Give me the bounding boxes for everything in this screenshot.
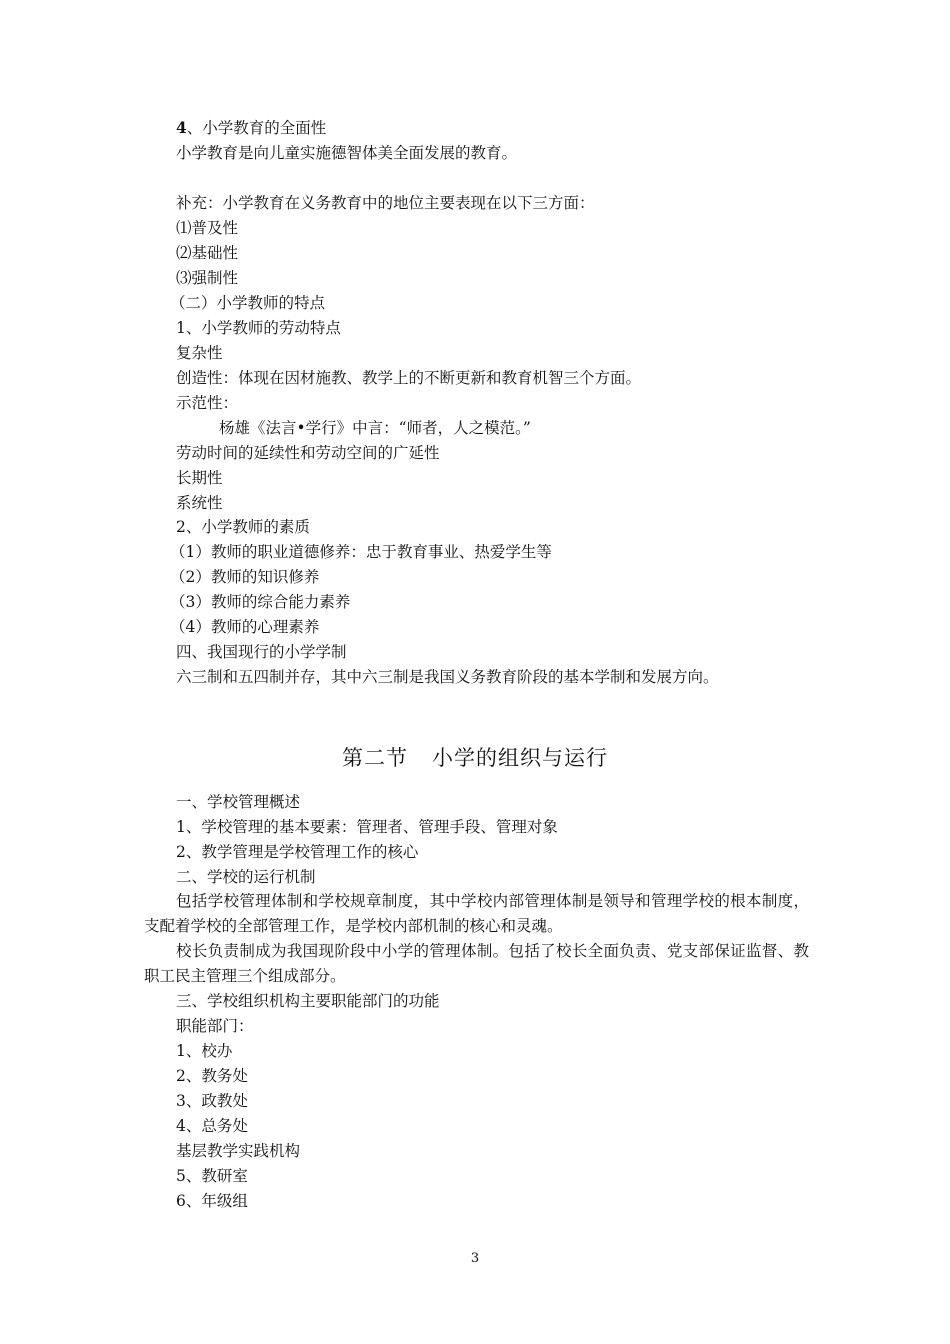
heading-school-system: 四、我国现行的小学学制 <box>176 643 347 661</box>
list-item: ⑴普及性 <box>176 219 239 237</box>
list-item: （1）教师的职业道德修养：忠于教育事业、热爱学生等 <box>170 543 552 561</box>
list-item: ⑵基础性 <box>176 244 239 262</box>
text-line: 1、学校管理的基本要素：管理者、管理手段、管理对象 <box>176 818 558 836</box>
text-line: 长期性 <box>176 469 223 487</box>
heading-teacher-quality: 2、小学教师的素质 <box>176 518 310 536</box>
list-item: （3）教师的综合能力素养 <box>170 593 351 611</box>
text-line: 六三制和五四制并存，其中六三制是我国义务教育阶段的基本学制和发展方向。 <box>176 668 719 686</box>
list-item: 1、校办 <box>176 1042 233 1060</box>
text-line: 2、教学管理是学校管理工作的核心 <box>176 843 419 861</box>
list-item: （4）教师的心理素养 <box>170 618 320 636</box>
section-number: 第二节 <box>342 746 408 770</box>
heading-operation-mechanism: 二、学校的运行机制 <box>176 868 316 886</box>
text-line: 示范性： <box>176 394 239 412</box>
list-item: 5、教研室 <box>176 1167 248 1185</box>
list-item: 4、总务处 <box>176 1117 248 1135</box>
heading-text: 、小学教育的全面性 <box>186 119 327 137</box>
list-item: ⑶强制性 <box>176 269 239 287</box>
heading-departments: 三、学校组织机构主要职能部门的功能 <box>176 992 440 1010</box>
list-item: 6、年级组 <box>176 1192 248 1210</box>
text-line: 小学教育是向儿童实施德智体美全面发展的教育。 <box>176 144 518 162</box>
list-item: 2、教务处 <box>176 1067 248 1085</box>
heading-number: 4 <box>176 118 187 137</box>
text-line: 劳动时间的延续性和劳动空间的广延性 <box>176 444 440 462</box>
heading-management-overview: 一、学校管理概述 <box>176 793 301 811</box>
text-line: 系统性 <box>176 494 223 512</box>
section-name: 小学的组织与运行 <box>432 746 608 770</box>
paragraph: 校长负责制成为我国现阶段中小学的管理体制。包括了校长全面负责、党支部保证监督、教职工民主管理三个组成部分。 <box>144 942 809 985</box>
page-number: 3 <box>470 1251 480 1266</box>
section-title <box>0 745 950 771</box>
paragraph: 包括学校管理体制和学校规章制度，其中学校内部管理体制是领导和管理学校的根本制度，支配着学校的全部管理工作，是学校内部机制的核心和灵魂。 <box>144 892 809 935</box>
text-line: 复杂性 <box>176 344 223 362</box>
heading-labor-traits: 1、小学教师的劳动特点 <box>176 319 341 337</box>
supplement-line: 补充：小学教育在义务教育中的地位主要表现在以下三方面： <box>176 194 595 212</box>
text-line: 创造性：体现在因材施教、教学上的不断更新和教育机智三个方面。 <box>176 369 642 387</box>
subheading-teacher-traits: （二）小学教师的特点 <box>170 294 326 312</box>
text-line: 基层教学实践机构 <box>176 1142 301 1160</box>
quote-line: 杨雄《法言•学行》中言：“师者，人之模范。” <box>219 419 531 437</box>
text-line: 职能部门： <box>176 1017 254 1035</box>
list-item: 3、政教处 <box>176 1092 248 1110</box>
list-item: （2）教师的知识修养 <box>170 568 320 586</box>
heading-comprehensiveness <box>176 118 326 138</box>
